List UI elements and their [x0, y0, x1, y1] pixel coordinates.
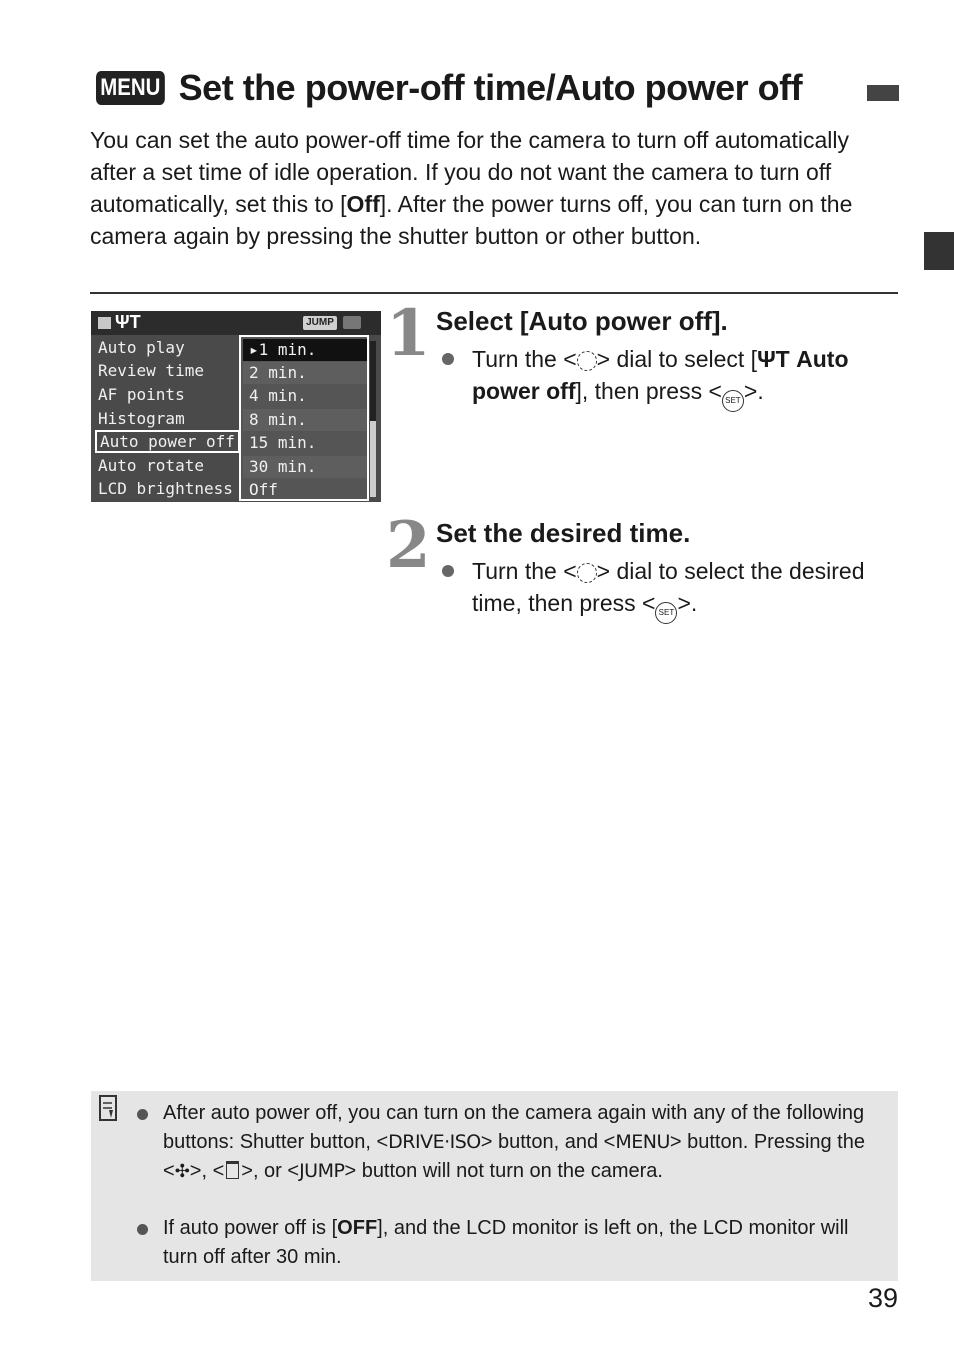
dial-icon	[577, 563, 597, 583]
wrench-icon: ΨΤ	[757, 346, 790, 372]
step-2-number: 2	[386, 508, 431, 583]
lcd-option: 2 min.	[243, 362, 367, 384]
lcd-option: 15 min.	[249, 433, 317, 452]
trash-icon	[226, 1161, 239, 1179]
lcd-header	[91, 311, 381, 335]
lcd-option: 4 min.	[249, 386, 307, 405]
lcd-menu-item: Auto play	[98, 338, 185, 357]
step-2-text	[472, 555, 897, 624]
step-2-text-c: >.	[677, 590, 698, 616]
lcd-screen	[91, 311, 381, 502]
intro-paragraph	[90, 124, 900, 252]
intro-text-1: You can set the auto power-off time for the camera to turn off automatically after a set time of idle operation. If you do not want the camera to turn off automatically, set this to [	[90, 127, 849, 217]
note-text: >, <	[189, 1160, 225, 1182]
note-item-2	[163, 1214, 888, 1272]
note-text: > button will not turn on the camera.	[344, 1160, 663, 1182]
title-row	[96, 66, 802, 110]
note-off: OFF	[337, 1217, 378, 1239]
lcd-option: 30 min.	[243, 456, 367, 478]
note-text: If auto power off is [	[163, 1217, 338, 1239]
bullet	[442, 353, 454, 365]
intro-off: Off	[346, 191, 380, 217]
lcd-option: Off	[249, 480, 278, 499]
lcd-menu-item: Review time	[98, 361, 204, 380]
title-bar-decoration	[867, 85, 899, 101]
note-box	[91, 1091, 898, 1281]
lcd-menu-item: Auto rotate	[98, 456, 204, 475]
cross-keys-icon: ✣	[174, 1161, 190, 1181]
lcd-menu-item: AF points	[98, 385, 185, 404]
note-text: After auto power off, you can turn on the camera again with any of the following buttons: Shutter button, <	[163, 1102, 865, 1153]
drive-iso-label: DRIVE·ISO	[388, 1131, 481, 1153]
step-1-text-a: Turn the <	[472, 346, 577, 372]
lcd-option-selected: ▸1 min.	[243, 339, 367, 361]
jump-label: JUMP	[299, 1160, 345, 1182]
dial-icon	[577, 351, 597, 371]
step-2-title: Set the desired time.	[436, 518, 691, 548]
chapter-side-tab	[924, 232, 954, 270]
lcd-scroll-thumb	[370, 421, 376, 497]
menu-badge: MENU	[96, 71, 165, 105]
note-item-1	[163, 1099, 888, 1186]
menu-label: MENU	[615, 1131, 670, 1153]
note-bullet	[137, 1109, 148, 1120]
note-text: >, or <	[241, 1160, 300, 1182]
step-1-text-b: > dial to select [	[596, 346, 758, 372]
page-number: 39	[867, 1283, 898, 1313]
note-text: > button, and <	[480, 1131, 616, 1153]
step-2-text-b: > dial to select the desired time, then press <	[472, 558, 865, 616]
lcd-option-popup	[239, 335, 369, 501]
step-1-number: 1	[386, 296, 431, 371]
step-1-text-d: >.	[743, 378, 764, 404]
note-text: ], and the LCD monitor is left on, the LCD monitor will turn off after 30 min.	[163, 1217, 849, 1268]
step-1-bold: Auto power off	[472, 346, 849, 404]
lcd-scrollbar	[370, 341, 376, 497]
wrench-icon: ΨΤ	[115, 312, 141, 332]
lcd-menu-item-selected: Auto power off	[95, 430, 240, 453]
set-button-icon: SET	[722, 390, 744, 412]
camera-icon	[343, 316, 361, 329]
lcd-menu-item: Histogram	[98, 409, 185, 428]
lcd-menu-item: LCD brightness	[98, 479, 233, 498]
bullet	[442, 565, 454, 577]
step-1-text-c: ], then press <	[575, 378, 722, 404]
step-1-title: Select [Auto power off].	[436, 306, 728, 336]
note-text: > button. Pressing the <	[163, 1131, 865, 1182]
lcd-tab-icon	[98, 317, 111, 329]
step-1-text	[472, 343, 897, 412]
jump-icon: JUMP	[303, 316, 337, 330]
note-icon	[99, 1095, 117, 1121]
page-title: Set the power-off time/Auto power off	[178, 67, 803, 108]
intro-text-2: ]. After the power turns off, you can turn on the camera again by pressing the shutter button or other button.	[90, 191, 853, 249]
note-bullet	[137, 1224, 148, 1235]
step-2-text-a: Turn the <	[472, 558, 577, 584]
horizontal-rule	[90, 292, 898, 294]
lcd-option: 8 min.	[243, 409, 367, 431]
set-button-icon: SET	[655, 602, 677, 624]
